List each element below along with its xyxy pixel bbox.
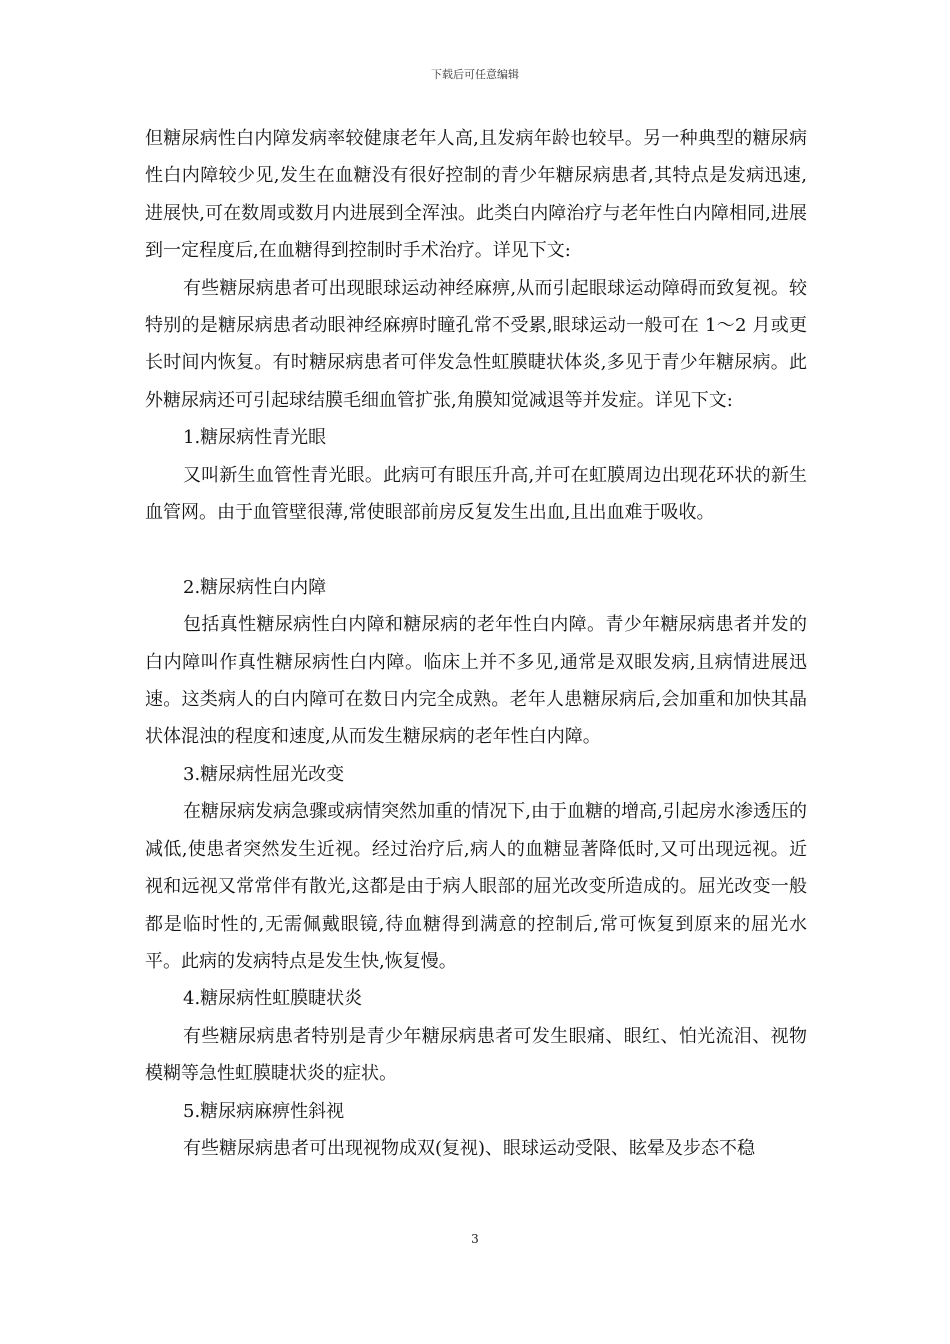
section-heading: 4.糖尿病性虹膜睫状炎: [183, 988, 363, 1010]
paragraph: 包括真性糖尿病性白内障和糖尿病的老年性白内障。青少年糖尿病患者并发的白内障叫作真性糖尿病性白内障。临床上并不多见,通常是双眼发病,且病情进展迅速。这类病人的白内障可在数日内完全成熟。老年人患糖尿病后,会加重和加快其晶状体混浊的程度和速度,从而发生糖尿病的老年性白内障。: [145, 614, 807, 748]
paragraph: 有些糖尿病患者可出现眼球运动神经麻痹,从而引起眼球运动障碍而致复视。较特别的是糖尿病患者动眼神经麻痹时瞳孔常不受累,眼球运动一般可在 1～2 月或更长时间内恢复。有时糖尿病患者可伴发急性虹膜睫状体炎,多见于青少年糖尿病。此外糖尿病还可引起球结膜毛细血管扩张,角膜知觉减退等并发症。详见下文:: [145, 277, 807, 411]
paragraph: 有些糖尿病患者特别是青少年糖尿病患者可发生眼痛、眼红、怕光流泪、视物模糊等急性虹膜睫状炎的症状。: [145, 1025, 807, 1085]
paragraph: 但糖尿病性白内障发病率较健康老年人高,且发病年龄也较早。另一种典型的糖尿病性白内障较少见,发生在血糖没有很好控制的青少年糖尿病患者,其特点是发病迅速,进展快,可在数周或数月内进展到全浑浊。此类白内障治疗与老年性白内障相同,进展到一定程度后,在血糖得到控制时手术治疗。详见下文:: [145, 128, 807, 262]
document-body: [145, 120, 807, 1167]
paragraph: 有些糖尿病患者可出现视物成双(复视)、眼球运动受限、眩晕及步态不稳: [183, 1137, 756, 1159]
section-heading: 5.糖尿病麻痹性斜视: [183, 1100, 345, 1122]
section-heading: 2.糖尿病性白内障: [183, 576, 327, 598]
page-number: 3: [471, 1232, 479, 1246]
blank-line: [145, 531, 807, 568]
paragraph: 在糖尿病发病急骤或病情突然加重的情况下,由于血糖的增高,引起房水渗透压的减低,使患者突然发生近视。经过治疗后,病人的血糖显著降低时,又可出现远视。近视和远视又常常伴有散光,这都是由于病人眼部的屈光改变所造成的。屈光改变一般都是临时性的,无需佩戴眼镜,待血糖得到满意的控制后,常可恢复到原来的屈光水平。此病的发病特点是发生快,恢复慢。: [145, 801, 807, 972]
paragraph: 又叫新生血管性青光眼。此病可有眼压升高,并可在虹膜周边出现花环状的新生血管网。由于血管壁很薄,常使眼部前房反复发生出血,且出血难于吸收。: [145, 464, 807, 524]
section-heading: 1.糖尿病性青光眼: [183, 427, 327, 449]
section-heading: 3.糖尿病性屈光改变: [183, 763, 345, 785]
page-header: 下载后可任意编辑: [431, 68, 519, 81]
